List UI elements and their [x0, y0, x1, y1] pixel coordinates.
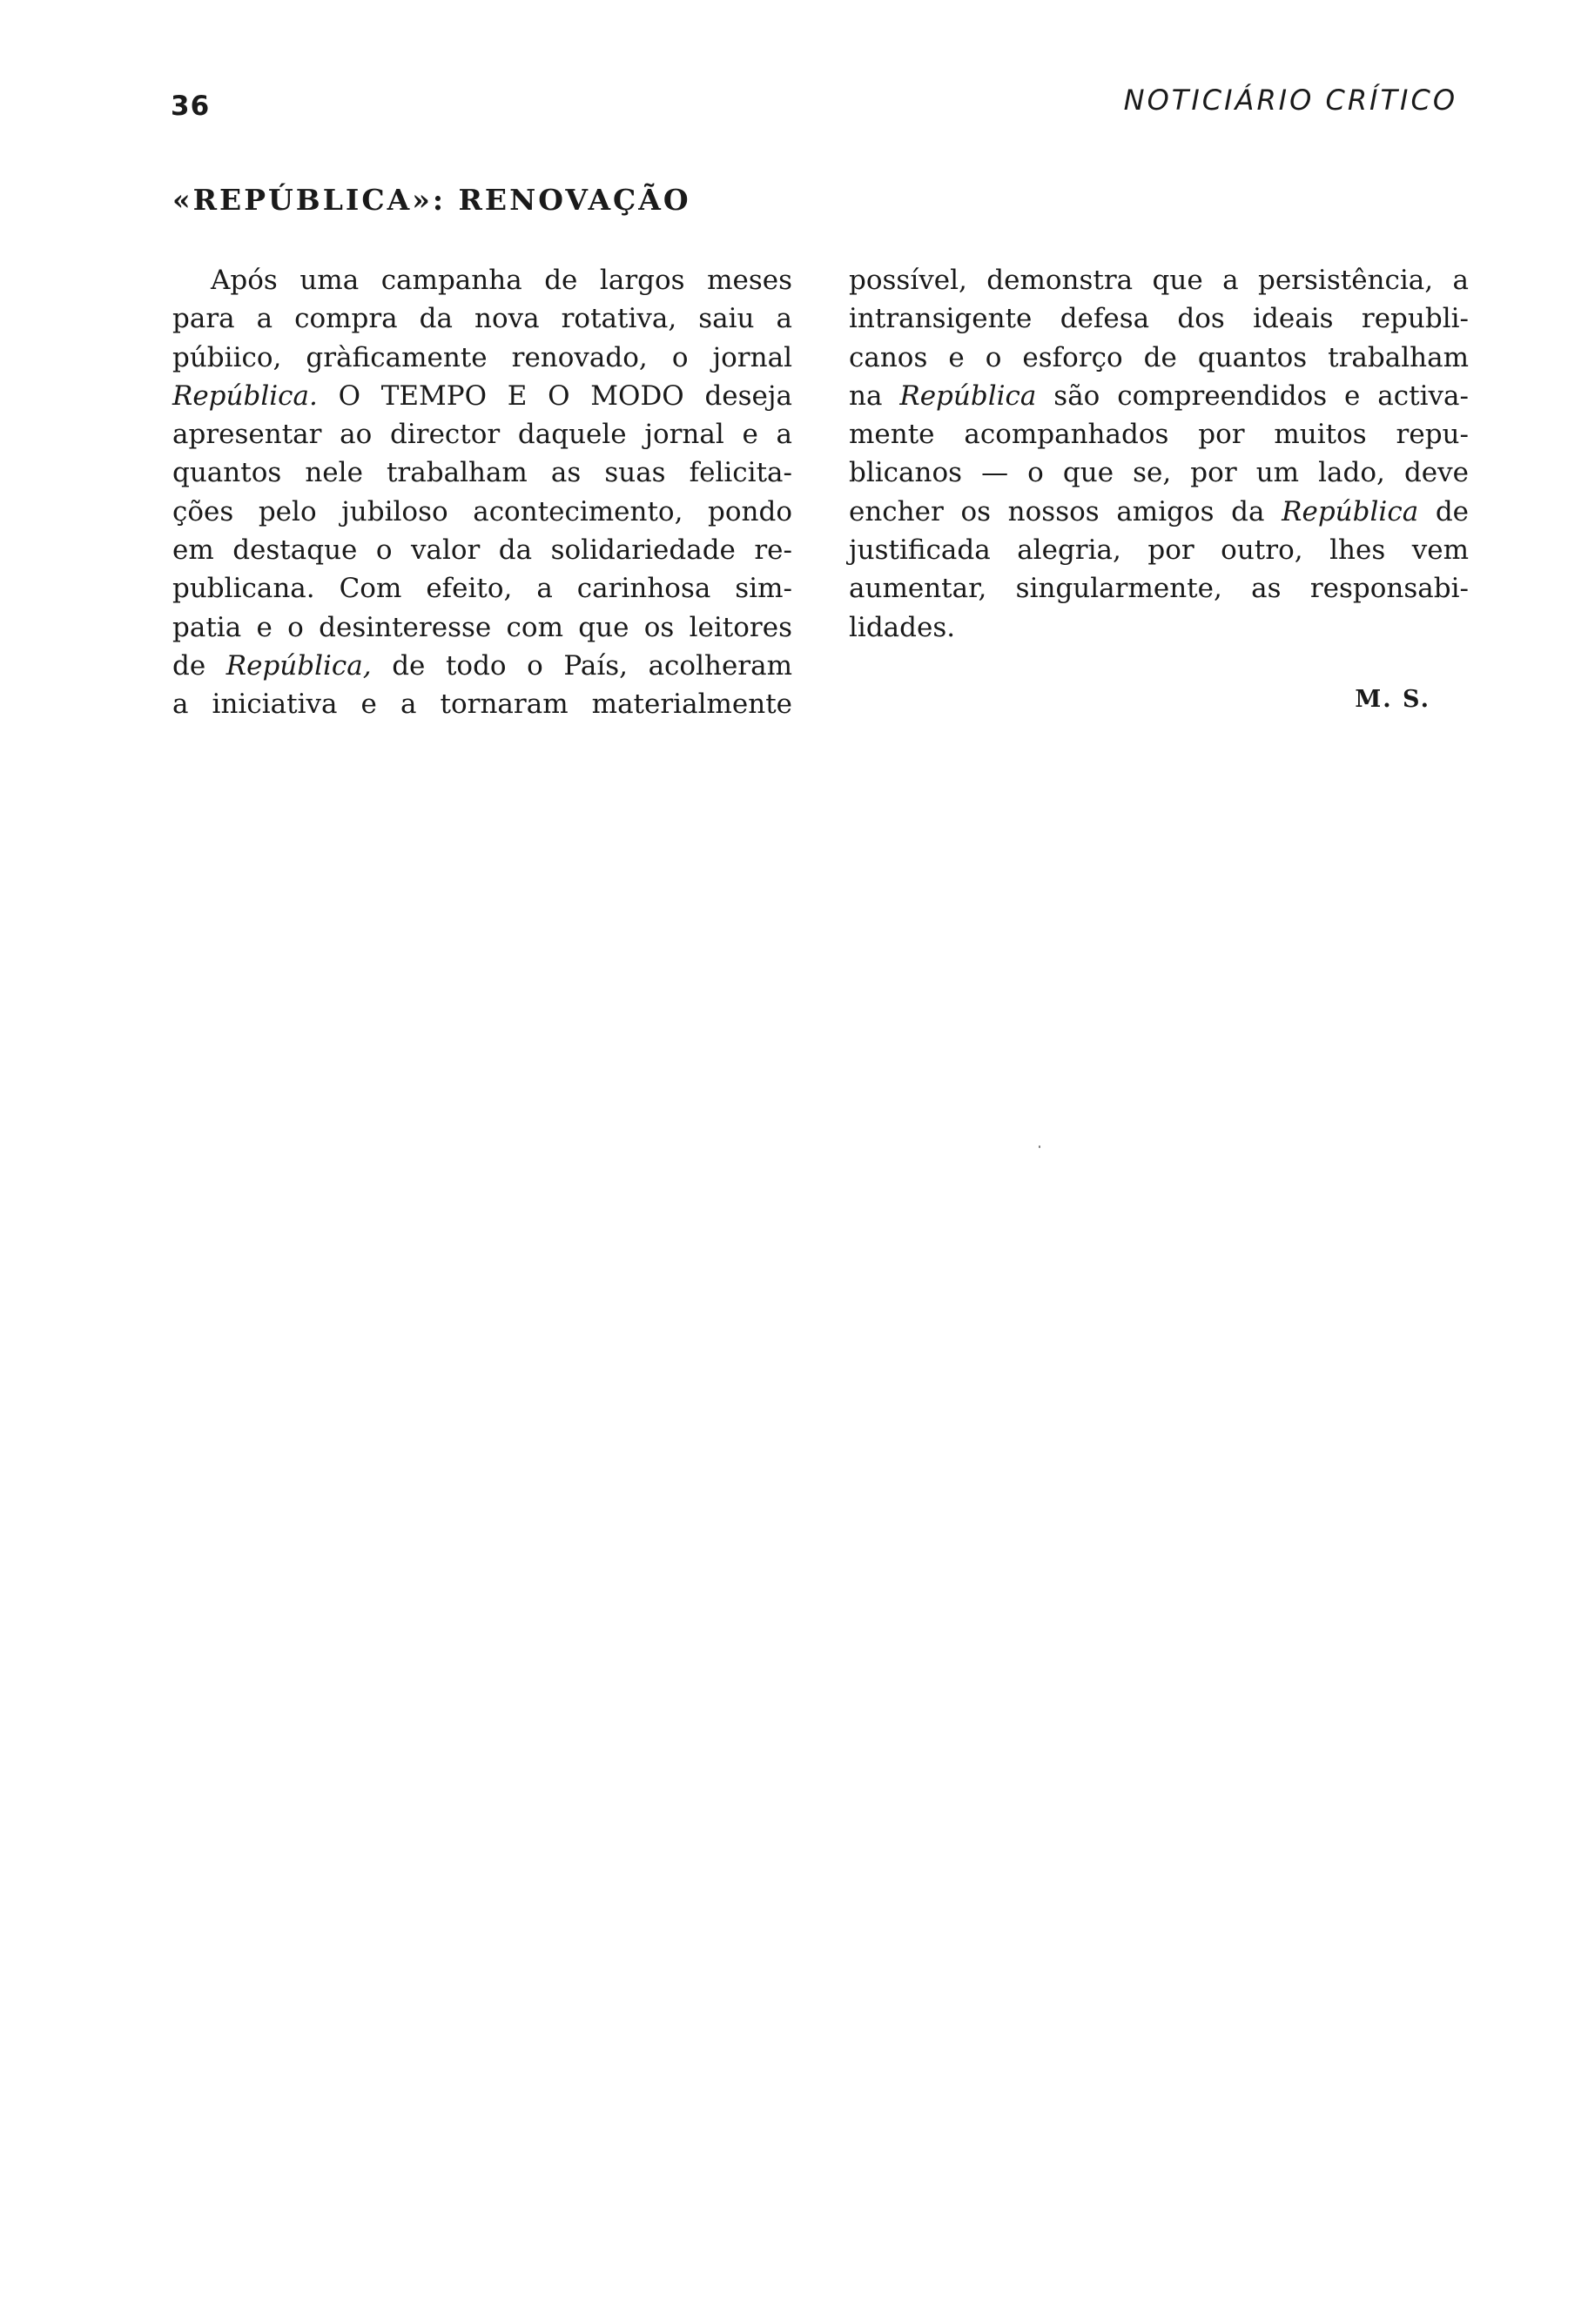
text-line: canos e o esforço de quantos trabalham: [849, 341, 1469, 373]
text-line: púbiico, gràficamente renovado, o jornal: [172, 341, 792, 373]
italic-newspaper-name: República: [899, 379, 1037, 412]
text-line: [172, 647, 792, 685]
text-fragment: na: [849, 379, 900, 412]
text-line: possível, demonstra que a persistência, a: [849, 265, 1469, 296]
running-head: NOTICIÁRIO CRÍTICO: [1123, 84, 1457, 117]
text-fragment: O TEMPO E O MODO deseja: [317, 379, 792, 412]
text-line: mente acompanhados por muitos repu-: [849, 419, 1469, 451]
text-fragment: de: [172, 649, 226, 682]
text-line: quantos nele trabalham as suas felicita-: [172, 457, 792, 489]
italic-newspaper-name: República,: [225, 649, 372, 682]
text-line: para a compra da nova rotativa, saiu a: [172, 303, 792, 335]
page-number: 36: [171, 91, 211, 122]
text-line: ções pelo jubiloso acontecimento, pondo: [172, 495, 792, 527]
text-line: justificada alegria, por outro, lhes vem: [849, 534, 1469, 567]
text-fragment: de todo o País, acolheram: [371, 649, 793, 682]
right-column: [849, 261, 1469, 647]
text-fragment: são compreendidos e activa-: [1036, 379, 1469, 412]
text-line: [849, 493, 1469, 531]
text-line: intransigente defesa dos ideais republi-: [849, 303, 1469, 335]
text-line: aumentar, singularmente, as responsabi-: [849, 573, 1469, 605]
author-signature: M. S.: [1355, 686, 1430, 713]
text-line: [172, 377, 792, 415]
article-title: «REPÚBLICA»: RENOVAÇÃO: [172, 183, 691, 217]
text-fragment: encher os nossos amigos da: [849, 495, 1282, 527]
text-line: em destaque o valor da solidariedade re-: [172, 534, 792, 567]
text-fragment: de: [1418, 495, 1470, 527]
text-line: a iniciativa e a tornaram materialmente: [172, 688, 792, 721]
text-line: lidades.: [849, 611, 956, 643]
text-line: blicanos — o que se, por um lado, deve: [849, 457, 1469, 489]
text-line: patia e o desinteresse com que os leitores: [172, 611, 792, 643]
left-column: [172, 261, 792, 724]
text-line: publicana. Com efeito, a carinhosa sim-: [172, 573, 792, 605]
print-speck: [1039, 1145, 1040, 1148]
text-line: Após uma campanha de largos meses: [211, 265, 792, 296]
text-line: apresentar ao director daquele jornal e a: [172, 419, 792, 451]
italic-newspaper-name: República.: [172, 379, 318, 412]
text-line: [849, 377, 1469, 415]
italic-newspaper-name: República: [1282, 495, 1419, 527]
